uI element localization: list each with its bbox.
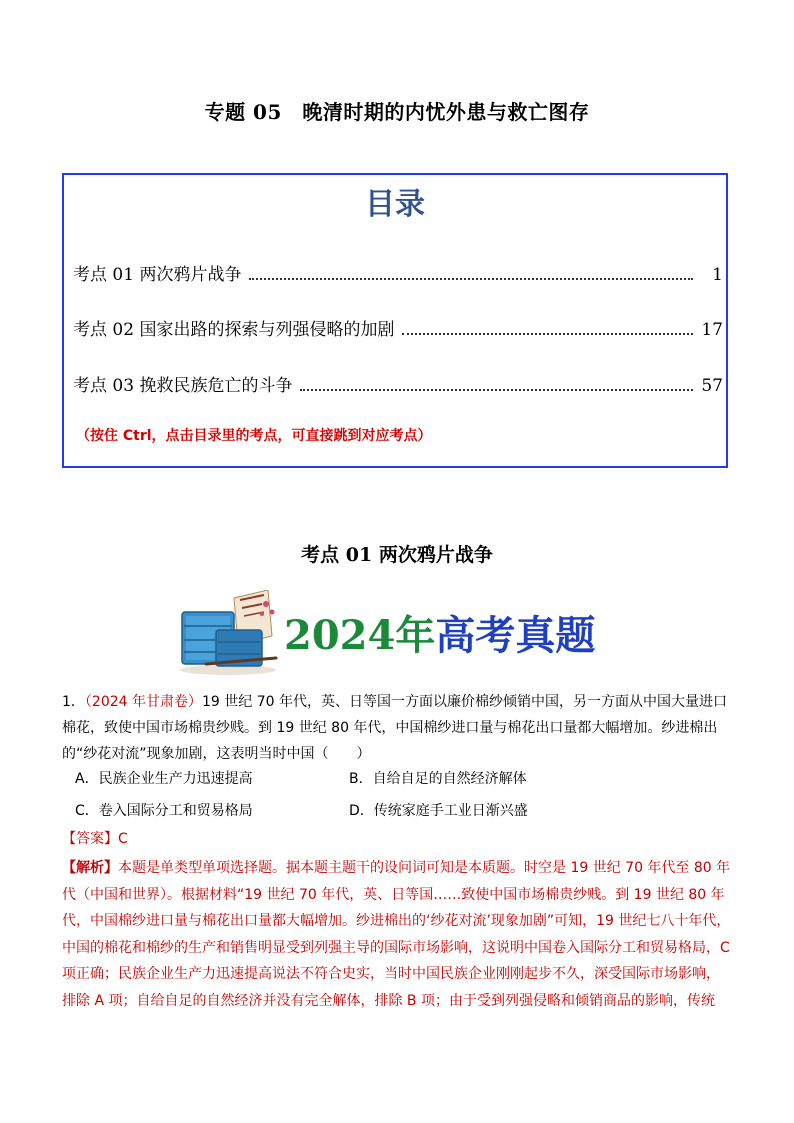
toc-leader-dots	[402, 332, 693, 335]
toc-leader-dots	[249, 277, 693, 280]
analysis-text: 本题是单类型单项选择题。据本题主题干的设问词可知是本质题。时空是 19 世纪 70 年代至 80 年代（中国和世界）。根据材料“19 世纪 70 年代，英、日等国……致使中国市场棉贵纱贱。到 19 世纪 80 年代，中国棉纱进口量与棉花出口量都大幅增加。纱进棉出的‘纱花对流’现象加剧”可知，19 世纪七八十年代，中国的棉花和棉纱的生产和销售明显受到列强主导的国际市场影响，这说明中国卷入国际分工和贸易格局，C 项正确；民族企业生产力迅速提高说法不符合史实，当时中国民族企业刚刚起步不久，深受国际市场影响，排除 A 项；自给自足的自然经济并没有完全解体，排除 B 项；由于受到列强侵略和倾销商品的影响，传统	[62, 860, 731, 1009]
analysis-label: 【解析】	[62, 860, 118, 876]
document-title: 专题 05 晚清时期的内忧外患与救亡图存	[204, 100, 590, 124]
option-c[interactable]: C．卷入国际分工和贸易格局	[75, 803, 253, 819]
banner-title-rest: 高考真题	[435, 612, 596, 659]
section-title: 考点 01 两次鸦片战争	[301, 544, 493, 566]
answer-label: 【答案】	[62, 831, 118, 847]
answer-value: C	[118, 831, 128, 847]
analysis-paragraph	[62, 855, 732, 1015]
toc-leader-dots	[300, 388, 693, 391]
toc-item-2[interactable]	[73, 316, 723, 340]
toc-item-label: 考点 03 挽救民族危亡的斗争	[73, 376, 293, 396]
table-of-contents	[62, 173, 728, 468]
banner-year: 2024年	[284, 612, 436, 659]
toc-item-label: 考点 02 国家出路的探索与列强侵略的加剧	[73, 320, 395, 340]
question-text: 19 世纪 70 年代，英、日等国一方面以廉价棉纱倾销中国，另一方面从中国大量进口棉花，致使中国市场棉贵纱贱。到 19 世纪 80 年代，中国棉纱进口量与棉花出口量都大幅增加。纱进棉出的“纱花对流”现象加剧，这表明当时中国（ ）	[62, 694, 727, 762]
toc-item-page: 1	[712, 265, 723, 285]
toc-item-3[interactable]	[73, 372, 723, 396]
option-a[interactable]: A．民族企业生产力迅速提高	[75, 771, 253, 787]
toc-heading: 目录	[365, 187, 425, 222]
question-source: （2024 年甘肃卷）	[84, 694, 203, 710]
question-number: 1．	[62, 694, 85, 710]
answer-line	[62, 828, 128, 848]
exam-banner	[176, 590, 622, 676]
option-d[interactable]: D．传统家庭手工业日渐兴盛	[349, 803, 528, 819]
toc-item-1[interactable]	[73, 261, 723, 285]
banner-title	[284, 604, 595, 661]
toc-item-page: 57	[701, 376, 723, 396]
toc-item-page: 17	[701, 320, 723, 340]
toc-item-label: 考点 01 两次鸦片战争	[73, 265, 242, 285]
stacked-books-icon	[176, 590, 280, 676]
toc-note: （按住 Ctrl，点击目录里的考点，可直接跳到对应考点）	[76, 428, 432, 444]
question-stem	[62, 689, 732, 767]
option-b[interactable]: B．自给自足的自然经济解体	[349, 771, 527, 787]
